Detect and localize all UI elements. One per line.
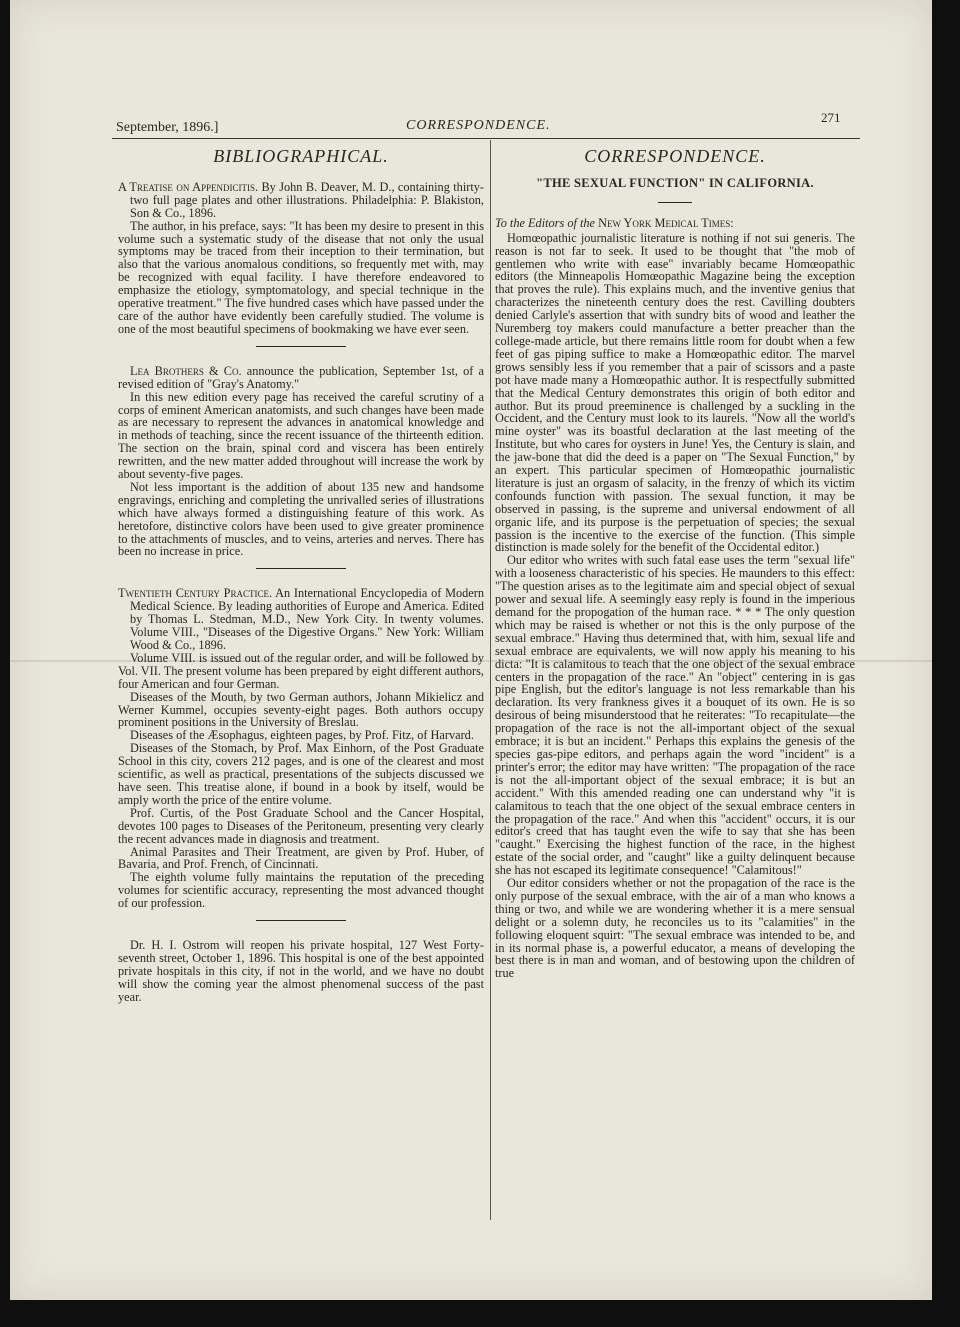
paragraph: Not less important is the addition of about 135 new and handsome engravings, enriching and completing the unrivalled series of illustrations which have always formed a distinguishing feature of this work. As heretofore, distinctive colors have been used to give greater prominence to the attachments of muscles, and to veins, arteries and nerves. There has been no increase in price. <box>118 479 484 559</box>
paragraph: In this new edition every page has received the careful scrutiny of a corps of eminent American anatomists, and such changes have been made as are necessary to represent the advances in anatomical knowledge and in methods of teaching, since the recent issuance of the thirteenth edition. The section on the brain, spinal cord and viscera has been entirely rewritten, and the new matter added throughout will increase the work by about seventy-five pages. <box>118 389 484 482</box>
paragraph: Volume VIII. is issued out of the regular order, and will be followed by Vol. VII. The present volume has been prepared by eight different authors, four American and four German. <box>118 650 484 691</box>
paragraph: Homœopathic journalistic literature is nothing if not sui generis. The reason is not far to seek. It used to be thought that "the mob of gentlemen who write with ease" invariably became Homœopathic editors (the Minneapolis Homœopathic Magazine being the exception that proves the rule). This explains much, and the inventive genius that characterizes the nineteenth century does the rest. Cavilling doubters denied Carlyle's assertion that with sundry bits of wood and leather the Nuremberg toy makers could manufacture a better preacher than the college-made article, but there remains little room for doubt when a few feet of gas piping suffice to make a Homœopathic editor. The marvel grows sensibly less if you remember that a pair of scissors and a paste pot have made many a Homœopathic author. It is respectfully submitted that the Medical Century demonstrates this origin of both editor and author. But its proud preeminence is challenged by a suckling in the Occident, and the Century must look to its laurels. "Now all the world's mine oyster" was its boastful declaration at the last meeting of the Institute, but who cares for oysters in June! Yes, the Century is slain, and the jaw-bone that did the deed is a paper on "The Sexual Function," by an expert. This particular specimen of Homœopathic journalistic literature is just an orgasm of salacity, in the frenzy of which its victim confounds function with passion. The sexual function, it may be observed in passing, is the supreme and universal endowment of all organic life, and its purpose is the perpetuation of species; the sexual passion is the incentive to the exercise of the function. (This simple distinction is made solely for the benefit of the Occidental editor.) <box>495 230 855 555</box>
salutation-prefix: To the Editors of the <box>495 215 595 230</box>
section-title-correspondence: CORRESPONDENCE. <box>584 146 766 166</box>
running-header <box>116 110 856 138</box>
paragraph: Prof. Curtis, of the Post Graduate School and the Cancer Hospital, devotes 100 pages to Diseases of the Peritoneum, presenting very clearly the recent advances made in diagnosis and treatment. <box>118 805 484 846</box>
left-column <box>118 146 484 1004</box>
entry-head: Lea Brothers & Co. <box>130 363 242 378</box>
column-divider <box>490 140 491 1220</box>
paragraph: Our editor considers whether or not the propagation of the race is the only purpose of the sexual embrace, with the air of a man who knows a thing or two, and while we are wondering whether it is a mere sensual delight or a solemn duty, he reconciles us to its "calamities" in the following eloquent squirt: "The sexual embrace was intended to be, and in its normal phase is, a powerful educator, a means of developing the best there is in man and woman, and of bestowing upon the children of true <box>495 876 855 981</box>
salutation <box>495 217 855 230</box>
paragraph: The author, in his preface, says: "It has been my desire to present in this volume such a systematic study of the disease that not only the usual symptoms may be traced from their inception to their termination, but also that the various anomalous conditions, so frequently met with, may be recognized with equal facility. I have therefore endeavored to emphasize the etiology, symptomatology, and special technique in the operative treatment." The five hundred cases which have passed under the care of the author have evidently been carefully studied. The volume is one of the most beautiful specimens of bookmaking we have ever seen. <box>118 218 484 336</box>
letter-title: "THE SEXUAL FUNCTION" IN CALIFORNIA. <box>536 175 814 190</box>
entry-gray-anatomy-lead <box>118 365 484 391</box>
separator-rule <box>256 346 346 347</box>
paragraph: The eighth volume fully maintains the reputation of the preceding volumes for scientific accuracy, representing the most advanced thought of our profession. <box>118 870 484 911</box>
entry-lead: announce the publication, September 1st, of a revised edition of "Gray's Anatomy." <box>118 363 484 391</box>
entry-head: A Treatise on Appendicitis. <box>118 179 259 194</box>
paragraph: Animal Parasites and Their Treatment, are given by Prof. Huber, of Bavaria, and Prof. French, of Cincinnati. <box>118 844 484 872</box>
newspaper-page <box>10 0 932 1300</box>
salutation-name: New York Medical Times: <box>598 215 734 230</box>
paragraph: Diseases of the Mouth, by two German authors, Johann Mikielicz and Werner Kummel, occupies seventy-eight pages. Both authors occupy prominent positions in the University of Breslau. <box>118 689 484 730</box>
paragraph-ostrom-hospital: Dr. H. I. Ostrom will reopen his private hospital, 127 West Forty-seventh street, October 1, 1896. This hospital is one of the best appointed private hospitals in this city, if not in the world, and we have no doubt will show the coming year the almost phenomenal success of the past year. <box>118 938 484 1004</box>
short-rule <box>658 202 692 203</box>
entry-twentieth-century-citation <box>118 587 484 652</box>
paragraph: Diseases of the Stomach, by Prof. Max Einhorn, of the Post Graduate School in this city, covers 212 pages, and is one of the clearest and most scientific, as well as practical, presentations of the subjects discussed we have seen. This treatise alone, if bound in a book by itself, would be amply worth the price of the entire volume. <box>118 741 484 807</box>
header-rule <box>112 138 860 139</box>
entry-citation: An International Encyclopedia of Modern Medical Science. By leading authorities of Europe and America. Edited by Thomas L. Stedman, M.D., New York City. In twenty volumes. Volume VIII., "Diseases of the Digestive Organs." New York: William Wood & Co., 1896. <box>130 586 484 652</box>
header-title: CORRESPONDENCE. <box>406 118 551 133</box>
section-title-bibliographical: BIBLIOGRAPHICAL. <box>213 146 389 166</box>
page-number: 271 <box>821 110 841 125</box>
paragraph: Our editor who writes with such fatal ease uses the term "sexual life" with a looseness characteristic of his species. He maunders to this effect: "The question arises as to the legitimate aim and special object of sexual power and sexual life. A seemingly easy reply is found in the imperious demand for the propogation of the human race. * * * The only question which may be raised is whether or not this is the only purpose of the sexual embrace." Having thus determined that, with him, sexual life and sexual embrace are equivalents, we will now apply his meaning to his dicta: "It is calamitous to teach that the one object of the sexual embrace centers in the propagation of the race." An "object" centering in is gas pipe English, but the editor's language is not less remarkable than his declaration. Its very frankness gives it a bouquet of its own. He is so desirous of being misunderstood that he reiterates: "To recapitulate—the propagation of the race is not the all-important object of the sexual embrace; it is but an incident." Perhaps this explains the genesis of the species gas-pipe editors, and perhaps again the word "incident" is a printer's error; the editor may have written: "The propagation of the race is not the all-important object of the sexual embrace; it is but an accident." With this amended reading one can understand why "it is calamitous to teach that the one object of the sexual embrace centers in the propagation of the race." And when this "accident" occurs, it is our editor's creed that has taught even the wife to say that she has been "caught." Exercising the highest function of the race, in the highest estate of the social order, and "caught" like a guilty delinquent because she has not escaped its legitimate consequence! "Calamitous!" <box>495 553 855 878</box>
entry-head: Twentieth Century Practice. <box>118 586 273 601</box>
paragraph: Diseases of the Æsophagus, eighteen pages, by Prof. Fitz, of Harvard. <box>130 728 474 743</box>
header-date: September, 1896.] <box>116 120 219 135</box>
separator-rule <box>256 920 346 921</box>
entry-appendicitis-citation <box>118 181 484 220</box>
entry-citation: By John B. Deaver, M. D., containing thirty-two full page plates and other illustrations. Philadelphia: P. Blakiston, Son & Co., 1896. <box>130 179 484 220</box>
right-column <box>495 146 855 981</box>
separator-rule <box>256 568 346 569</box>
